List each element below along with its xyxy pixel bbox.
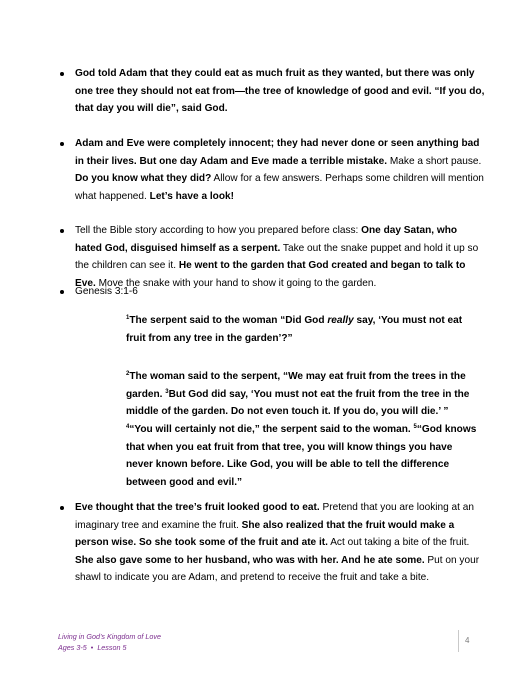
- verse-number: 5: [413, 424, 417, 430]
- bullet-dot: [60, 290, 64, 294]
- page-footer: [58, 631, 161, 653]
- quote-text: But God did say, ‘You must not eat the fruit from the tree in the middle of the garden. Do not even touch it. If you do, you will die.’ ”: [126, 388, 470, 417]
- bullet-text: Make a short pause.: [387, 155, 482, 167]
- quote-text: “You will certainly not die,” the serpent said to the woman.: [129, 424, 414, 435]
- footer-subtitle: [58, 642, 161, 653]
- quote-text: The serpent said to the woman “Did God: [129, 315, 328, 326]
- footer-lesson: Lesson 5: [97, 643, 127, 652]
- quote-text: The woman said to the serpent, “We may eat fruit from the trees in the garden.: [126, 371, 466, 400]
- footer-separator: •: [90, 643, 94, 652]
- page-number: 4: [465, 636, 470, 645]
- bullet-text: Tell the Bible story according to how you prepared before class:: [75, 225, 362, 236]
- scripture-quote-3: [126, 421, 481, 491]
- bullet-text-bold: Let’s have a look!: [149, 190, 234, 202]
- bullet-dot: [60, 229, 64, 233]
- bullet-text: God told Adam that they could eat as much fruit as they wanted, but there was only one tree they should not eat from—the tree of knowledge of good and evil. “If you do, that day you will die”, said God.: [75, 68, 485, 114]
- scripture-reference: Genesis 3:1-6: [75, 286, 138, 297]
- bullet-text-bold: She also realized that the fruit would make a person wise. So she took some of the fruit and ate it.: [75, 519, 455, 548]
- bullet-text-bold: Do you know what they did?: [75, 173, 212, 184]
- quote-text: say, ‘You must not eat fruit from any tree in the garden’?”: [126, 315, 463, 344]
- footer-title: Living in God’s Kingdom of Love: [58, 632, 161, 641]
- footer-ages: Ages 3-5: [58, 643, 87, 652]
- bullet-text-bold: She also gave some to her husband, who was with her. And he ate some.: [75, 554, 425, 566]
- bullet-text: Pretend that you are looking at an imaginary tree and examine the fruit.: [75, 502, 475, 531]
- verse-number: 1: [126, 315, 130, 321]
- bullet-text: Put on your shawl to indicate you are Adam, and pretend to receive the fruit and take a bite.: [75, 554, 480, 583]
- bullet-text: Act out taking a bite of the fruit.: [327, 537, 470, 548]
- bullet-item-innocent: [75, 135, 485, 205]
- bullet-dot: [60, 506, 64, 510]
- bullet-dot: [60, 142, 64, 146]
- page-number-divider: [458, 630, 459, 652]
- bullet-item-commandment: [75, 65, 485, 118]
- bullet-item-eve-fruit: [75, 499, 485, 587]
- bullet-dot: [60, 72, 64, 76]
- bullet-text-bold: Adam and Eve were completely innocent; they had never done or seen anything bad in their lives. But one day Adam and Eve made a terrible mistake.: [75, 138, 480, 167]
- bullet-text-bold: Eve thought that the tree’s fruit looked good to eat.: [75, 502, 320, 513]
- bullet-item-scripture-ref: [75, 283, 485, 301]
- quote-emphasis: really: [327, 315, 354, 326]
- verse-number: 3: [165, 388, 169, 395]
- scripture-quote-2: [126, 368, 481, 421]
- bullet-text: Take out the snake puppet and hold it up so the children can see it.: [75, 242, 479, 271]
- bullet-text-bold: He went to the garden that God created and began to talk to Eve.: [75, 260, 466, 289]
- quote-text: “God knows that when you eat fruit from that tree, you will know things you have never known before. Like God, you will be able to tell the difference between good and evil.”: [126, 424, 477, 488]
- bullet-text: Allow for a few answers. Perhaps some children will mention what happened.: [75, 173, 484, 202]
- bullet-text-bold: One day Satan, who hated God, disguised himself as a serpent.: [75, 225, 458, 254]
- bullet-text: Move the snake with your hand to show it going to the garden.: [95, 277, 377, 289]
- scripture-quote-1: [126, 312, 481, 347]
- bullet-item-bible-story: [75, 222, 485, 292]
- verse-number: 2: [126, 371, 130, 377]
- verse-number: 4: [126, 424, 130, 430]
